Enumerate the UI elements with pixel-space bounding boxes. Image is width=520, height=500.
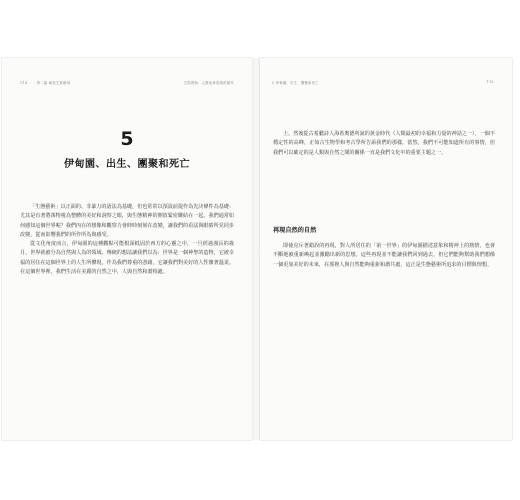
left-body-text: [20, 203, 234, 277]
paragraph: 從文化角度而言，伊甸園的這種觀點可能根深柢固於西方的心靈之中，一旦經過漫長的歲月，世界就被分為自然與人為的領域。傳統的想法讓我們以為：世界是一個神聖的造物，它被幸福的居住在這個世界上的人生所體現，作為我們尊重的憑藉，它讓我們對美好的人性懷著溫柔。在這個世界裡，我們生活在美麗的自然之中，人與自然和諧相處。: [20, 241, 234, 276]
page-number-left: 114: [20, 81, 28, 85]
paragraph: 即使克斥著錯誤的再現，對人所居住的「第一世界」的伊甸園描述意象和精神上的熱情，也會不斷地被重新喚起並激勵出新的思想。這些再現並不能讓我們回到過去，但它們能夠幫助我們想像一個更加美好的未來，在那裡人與自然能夠重新和諧共處，這正是生態藝術所追求的目標與理想。: [273, 243, 495, 268]
running-head-left-secondary: 生態藝術：人類追尋意義的創作: [183, 81, 234, 85]
paragraph: 「生態藝術」以正面的、非暴力的語法為基礎，但也常常以預設前提作為先決條件為基礎：尤其是有著將萬物視為整體的美好和洞察之眼，與生態精神的開放緊密聯結在一起。我們通常如何感知這個世界呢？我們內在的想像和觀察力會時時刻刻在改變，讓我們的看法與眼睛所見同步改變，從而影響我們的所作所為與感受。: [20, 204, 234, 238]
book-spread: [2, 58, 512, 440]
running-head-left: [20, 80, 70, 85]
left-page: [2, 58, 252, 440]
running-head-right: 5 伊甸園、出生、團聚和死亡: [272, 81, 319, 85]
page-number-right: 115: [486, 80, 494, 84]
paragraph: 土，然後從古希臘詩人海希奧德所說的黃金時代（人類最初的幸福和力量的神話之一），一個不穩定性的高峰，正如古生物學和考古學所告訴我們的那樣。當然，我們不可能知道所有的事情，但我們可以確定的是人類與自然之間的關係一直是我們文化中的重要主題之一。: [273, 131, 495, 156]
book-gutter: [252, 58, 260, 440]
chapter-title: 伊甸園、出生、團聚和死亡: [64, 159, 190, 170]
right-body-text-bottom: [273, 242, 495, 270]
running-head-title: 解放生態精神: [48, 81, 71, 85]
chapter-number: 5: [120, 128, 134, 150]
running-head-part: 第二篇: [36, 81, 48, 85]
section-heading: 再現自然的自然: [273, 227, 317, 234]
right-page: [260, 58, 512, 440]
right-body-text-top: [273, 130, 495, 158]
